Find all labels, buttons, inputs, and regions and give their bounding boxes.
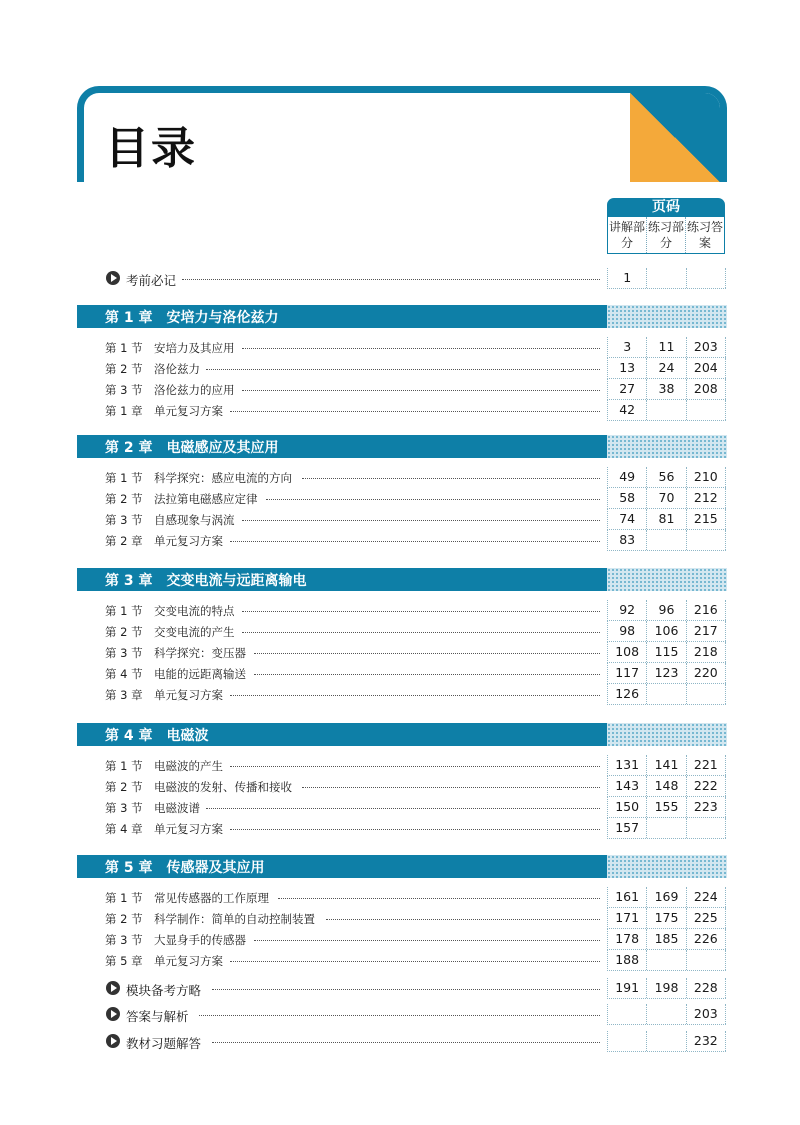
chapter-dot-pattern: [607, 568, 727, 591]
toc-item[interactable]: [0, 797, 800, 817]
section-title: 科学探究：变压器: [154, 646, 246, 660]
section-title: 交变电流的产生: [154, 625, 235, 639]
page-answers: [687, 400, 726, 420]
page-answers: [687, 818, 726, 838]
page-practice: 70: [647, 488, 686, 508]
dot-leader: [242, 390, 600, 391]
section-title: 电能的远距离输送: [154, 667, 246, 681]
section-title: 科学探究：感应电流的方向: [154, 471, 292, 485]
section-title: 洛伦兹力的应用: [154, 383, 235, 397]
page-practice: 115: [647, 642, 686, 662]
page-lecture: 157: [608, 818, 647, 838]
dot-leader: [230, 695, 600, 696]
page-practice: 106: [647, 621, 686, 641]
page-practice: 11: [647, 337, 686, 357]
page-practice: 38: [647, 379, 686, 399]
dot-leader: [206, 808, 600, 809]
section-number: 第 1 章: [105, 404, 143, 418]
page-answers: 226: [687, 929, 726, 949]
page-number-cells: [607, 818, 726, 839]
page-number-cells: [607, 268, 726, 289]
chapter-header: [77, 723, 727, 746]
toc-item[interactable]: [0, 887, 800, 907]
page-number-cells: [607, 755, 726, 776]
section-number: 第 5 章: [105, 954, 143, 968]
page-lecture: 83: [608, 530, 647, 550]
page-answers: [687, 268, 726, 288]
section-title: 洛伦兹力: [154, 362, 200, 376]
page-lecture: [608, 1031, 647, 1051]
col-header-practice: 练习部分: [647, 217, 686, 253]
chapter-title: 第 4 章 电磁波: [105, 728, 209, 744]
page-lecture: 143: [608, 776, 647, 796]
section-title: 单元复习方案: [154, 822, 223, 836]
chapter-header: [77, 855, 727, 878]
dot-leader: [182, 279, 600, 280]
page-lecture: 131: [608, 755, 647, 775]
toc-item-extra[interactable]: [0, 1031, 800, 1051]
section-number: 第 2 节: [105, 362, 143, 376]
chapter-title: 第 2 章 电磁感应及其应用: [105, 440, 279, 456]
chapter-title: 第 1 章 安培力与洛伦兹力: [105, 310, 279, 326]
page-lecture: 150: [608, 797, 647, 817]
page-lecture: 191: [608, 978, 647, 998]
page-lecture: 126: [608, 684, 647, 704]
arrow-bullet-icon: [106, 981, 120, 995]
page-lecture: 98: [608, 621, 647, 641]
page-lecture: 171: [608, 908, 647, 928]
page-practice: 56: [647, 467, 686, 487]
page-number-cells: [607, 337, 726, 358]
col-header-answers: 练习答案: [686, 220, 723, 250]
page-practice: [647, 268, 686, 288]
toc-item[interactable]: [0, 908, 800, 928]
page-lecture: 74: [608, 509, 647, 529]
section-number: 第 2 节: [105, 625, 143, 639]
dot-leader: [242, 611, 600, 612]
toc-item[interactable]: [0, 509, 800, 529]
page-lecture: 161: [608, 887, 647, 907]
dot-leader: [242, 632, 600, 633]
dot-leader: [199, 1015, 600, 1016]
dot-leader: [230, 411, 600, 412]
toc-item[interactable]: [0, 467, 800, 487]
toc-item[interactable]: [0, 684, 800, 704]
page-lecture: 1: [608, 268, 647, 288]
page-number-cells: [607, 887, 726, 908]
page-answers: 222: [687, 776, 726, 796]
page-answers: 218: [687, 642, 726, 662]
page-answers: 212: [687, 488, 726, 508]
dot-leader: [230, 541, 600, 542]
section-title: 科学制作：简单的自动控制装置: [154, 912, 315, 926]
page-number-cells: [607, 1004, 726, 1025]
page-practice: [647, 684, 686, 704]
dot-leader: [254, 674, 600, 675]
page-practice: 185: [647, 929, 686, 949]
dot-leader: [326, 919, 600, 920]
page-practice: 96: [647, 600, 686, 620]
dot-leader: [242, 520, 600, 521]
page-number-header-title: 页码: [607, 198, 725, 217]
toc-item[interactable]: [0, 755, 800, 775]
toc-item[interactable]: [0, 776, 800, 796]
toc-item[interactable]: [0, 663, 800, 683]
section-number: 第 1 节: [105, 759, 143, 773]
chapter-title: 第 3 章 交变电流与远距离输电: [105, 573, 307, 589]
page-lecture: 58: [608, 488, 647, 508]
section-title: 自感现象与涡流: [154, 513, 235, 527]
page-practice: [647, 818, 686, 838]
toc-item-name: 答案与解析: [126, 1009, 189, 1024]
section-number: 第 3 节: [105, 801, 143, 815]
page-number-cells: [607, 379, 726, 400]
dot-leader: [302, 478, 600, 479]
page-practice: 141: [647, 755, 686, 775]
page-answers: [687, 684, 726, 704]
page-practice: 148: [647, 776, 686, 796]
dot-leader: [254, 653, 600, 654]
page-title: 目录: [105, 123, 197, 174]
section-title: 常见传感器的工作原理: [154, 891, 269, 905]
section-number: 第 3 章: [105, 688, 143, 702]
section-number: 第 3 节: [105, 383, 143, 397]
page-number-header: [607, 198, 725, 254]
page-answers: [687, 530, 726, 550]
toc-item[interactable]: [0, 530, 800, 550]
chapter-header: [77, 435, 727, 458]
page-practice: 198: [647, 978, 686, 998]
page-number-cells: [607, 684, 726, 705]
dot-leader: [212, 989, 600, 990]
section-number: 第 4 章: [105, 822, 143, 836]
page-number-cells: [607, 467, 726, 488]
page-lecture: 108: [608, 642, 647, 662]
chapter-header: [77, 305, 727, 328]
page-number-cells: [607, 929, 726, 950]
toc-item[interactable]: [0, 600, 800, 620]
section-title: 单元复习方案: [154, 404, 223, 418]
section-number: 第 3 节: [105, 933, 143, 947]
chapter-title: 第 5 章 传感器及其应用: [105, 860, 265, 876]
header-corner-decoration: [630, 93, 720, 182]
page-lecture: 117: [608, 663, 647, 683]
toc-item-name: 模块备考方略: [126, 983, 202, 998]
page-number-cells: [607, 600, 726, 621]
section-title: 大显身手的传感器: [154, 933, 246, 947]
section-number: 第 2 章: [105, 534, 143, 548]
chapter-header: [77, 568, 727, 591]
page-answers: 210: [687, 467, 726, 487]
page-answers: 216: [687, 600, 726, 620]
toc-item-intro[interactable]: [0, 268, 800, 288]
page-practice: [647, 1031, 686, 1051]
page-lecture: 42: [608, 400, 647, 420]
page-answers: 224: [687, 887, 726, 907]
page-practice: [647, 530, 686, 550]
page-lecture: 3: [608, 337, 647, 357]
page-number-cells: [607, 1031, 726, 1052]
page-answers: 203: [687, 337, 726, 357]
dot-leader: [278, 898, 600, 899]
page-practice: [647, 950, 686, 970]
section-title: 安培力及其应用: [154, 341, 235, 355]
page-answers: 228: [687, 978, 726, 998]
section-number: 第 2 节: [105, 912, 143, 926]
toc-item[interactable]: [0, 379, 800, 399]
toc-item[interactable]: [0, 488, 800, 508]
dot-leader: [254, 940, 600, 941]
page-lecture: 92: [608, 600, 647, 620]
section-number: 第 3 节: [105, 513, 143, 527]
page-lecture: 27: [608, 379, 647, 399]
dot-leader: [230, 961, 600, 962]
dot-leader: [212, 1042, 600, 1043]
section-number: 第 3 节: [105, 646, 143, 660]
page-number-cells: [607, 530, 726, 551]
page-practice: 175: [647, 908, 686, 928]
toc-item-name: 考前必记: [126, 273, 177, 288]
chapter-dot-pattern: [607, 855, 727, 878]
page-practice: [647, 400, 686, 420]
toc-item[interactable]: [0, 642, 800, 662]
toc-item[interactable]: [0, 818, 800, 838]
section-title: 电磁波的产生: [154, 759, 223, 773]
col-header-lecture: 讲解部分: [608, 217, 647, 253]
page-lecture: 178: [608, 929, 647, 949]
page-answers: 208: [687, 379, 726, 399]
page-number-cells: [607, 797, 726, 818]
page-number-cells: [607, 509, 726, 530]
page-answers: 223: [687, 797, 726, 817]
page-lecture: 49: [608, 467, 647, 487]
section-title: 法拉第电磁感应定律: [154, 492, 258, 506]
page-answers: 203: [687, 1004, 726, 1024]
page-practice: 123: [647, 663, 686, 683]
page-number-cells: [607, 642, 726, 663]
toc-item[interactable]: [0, 950, 800, 970]
toc-item-extra[interactable]: [0, 1004, 800, 1024]
page-number-cells: [607, 950, 726, 971]
toc-item[interactable]: [0, 621, 800, 641]
page-number-cells: [607, 358, 726, 379]
page-answers: [687, 950, 726, 970]
dot-leader: [206, 369, 600, 370]
arrow-bullet-icon: [106, 271, 120, 285]
section-number: 第 2 节: [105, 492, 143, 506]
toc-item[interactable]: [0, 358, 800, 378]
page-answers: 220: [687, 663, 726, 683]
page-answers: 225: [687, 908, 726, 928]
page-practice: 169: [647, 887, 686, 907]
section-title: 电磁波的发射、传播和接收: [154, 780, 292, 794]
page-answers: 221: [687, 755, 726, 775]
page-lecture: 13: [608, 358, 647, 378]
page-answers: 232: [687, 1031, 726, 1051]
section-number: 第 1 节: [105, 471, 143, 485]
section-title: 单元复习方案: [154, 954, 223, 968]
page-lecture: 188: [608, 950, 647, 970]
page-number-cells: [607, 776, 726, 797]
section-number: 第 1 节: [105, 891, 143, 905]
page-number-cells: [607, 488, 726, 509]
page-practice: 81: [647, 509, 686, 529]
page-answers: 217: [687, 621, 726, 641]
arrow-bullet-icon: [106, 1034, 120, 1048]
dot-leader: [230, 829, 600, 830]
section-title: 单元复习方案: [154, 688, 223, 702]
dot-leader: [242, 348, 600, 349]
toc-item-name: 教材习题解答: [126, 1036, 202, 1051]
chapter-dot-pattern: [607, 435, 727, 458]
page-number-cells: [607, 908, 726, 929]
page-lecture: [608, 1004, 647, 1024]
chapter-dot-pattern: [607, 723, 727, 746]
page-answers: 215: [687, 509, 726, 529]
section-number: 第 4 节: [105, 667, 143, 681]
dot-leader: [230, 766, 600, 767]
dot-leader: [302, 787, 600, 788]
chapter-dot-pattern: [607, 305, 727, 328]
page-number-cells: [607, 663, 726, 684]
toc-item-extra[interactable]: [0, 978, 800, 998]
arrow-bullet-icon: [106, 1007, 120, 1021]
toc-item[interactable]: [0, 400, 800, 420]
section-number: 第 1 节: [105, 341, 143, 355]
page-practice: [647, 1004, 686, 1024]
page-practice: 24: [647, 358, 686, 378]
page-number-cells: [607, 400, 726, 421]
page-number-cells: [607, 978, 726, 999]
section-title: 单元复习方案: [154, 534, 223, 548]
section-title: 电磁波谱: [154, 801, 200, 815]
toc-item[interactable]: [0, 929, 800, 949]
section-title: 交变电流的特点: [154, 604, 235, 618]
dot-leader: [266, 499, 600, 500]
section-number: 第 1 节: [105, 604, 143, 618]
page-answers: 204: [687, 358, 726, 378]
toc-item[interactable]: [0, 337, 800, 357]
page-practice: 155: [647, 797, 686, 817]
page-number-cells: [607, 621, 726, 642]
section-number: 第 2 节: [105, 780, 143, 794]
